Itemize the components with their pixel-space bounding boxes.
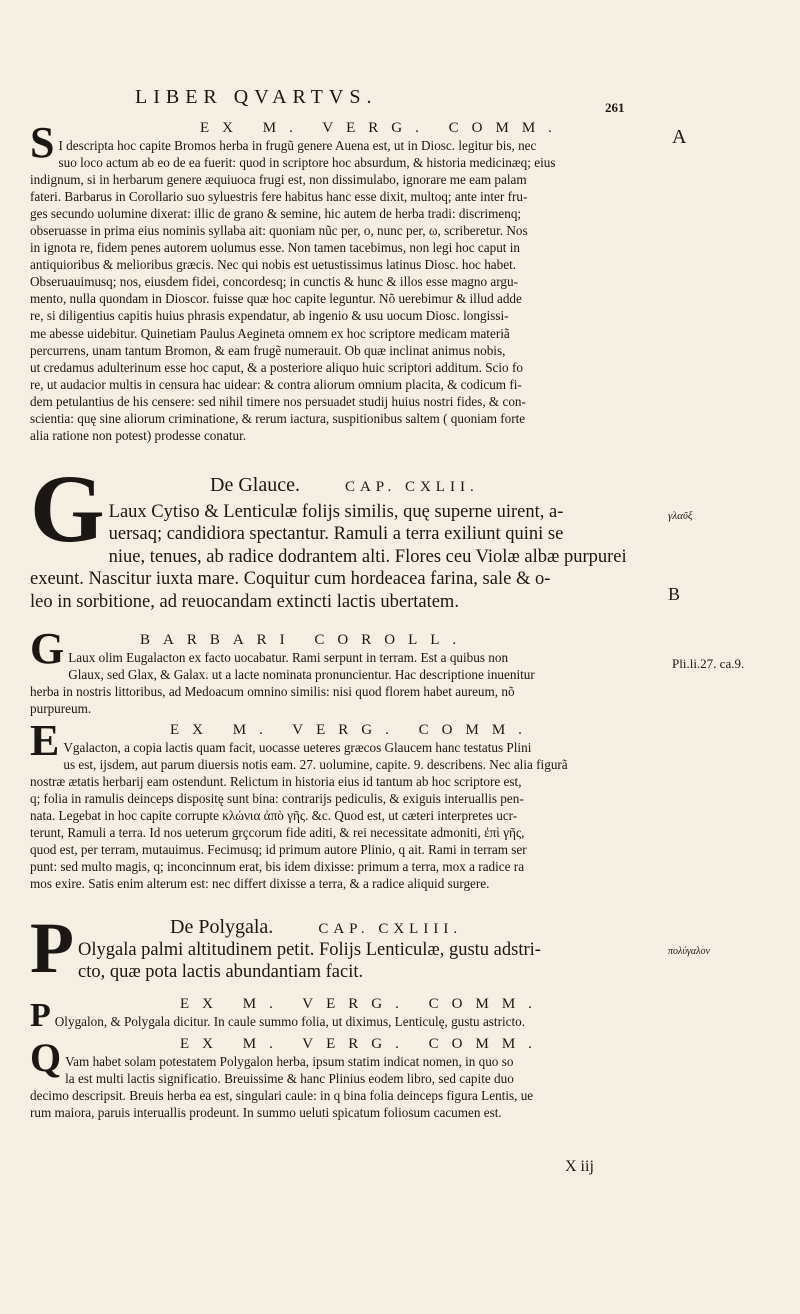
margin-letter: B [668, 584, 681, 604]
text-line: Olygalon, & Polygala dicitur. In caule summo folia, ut diximus, Lenticulę, gustu astricto. [54, 1014, 526, 1029]
running-header: LIBER QVARTVS. [135, 86, 378, 108]
text-line: leo in sorbitione, ad reuocandam extincti lactis ubertatem. [30, 591, 459, 612]
section-text [30, 1053, 658, 1121]
text-line: fateri. Barbarus in Corollario suo syluestris fere habitus hanc esse dixit, multoq; ante inter fru- [30, 189, 528, 205]
commentary-section [30, 716, 658, 892]
drop-initial: S [30, 118, 55, 167]
chapter-section [30, 455, 658, 613]
commentary-section [30, 996, 658, 1034]
drop-initial: P [30, 997, 51, 1034]
text-line: Laux Cytiso & Lenticulæ folijs similis, quę superne uirent, a- [108, 502, 564, 522]
text-line: Vam habet solam potestatem Polygalon herba, ipsum statim indicat nomen, in quo so [65, 1054, 514, 1069]
chapter-title: De Polygala. [170, 916, 274, 938]
text-line: cto, quæ pota lactis abundantiam facit. [77, 962, 364, 983]
text-line: punt: sed multo magis, q; inconcinnum erat, bis idem dixisse: primum a terra, mox a radice ra [30, 859, 525, 875]
chapter-title-row [210, 474, 658, 497]
text-line: decimo descripsit. Breuis herba ea est, singulari caule: in q bina folia deinceps figura Lentis, ue [30, 1088, 534, 1104]
section-text [30, 1013, 658, 1030]
text-line: nata. Legebat in hoc capite corrupte κλώνια ἀπὸ γῆς. &c. Quod est, ut cæteri interpretes ucr- [30, 808, 518, 824]
text-line: re, ut audacior multis in censura hac uidear: & contra aliorum omnium placita, & codicum fi- [30, 376, 522, 392]
text-line: suo loco actum ab eo de ea fuerit: quod in scriptore hoc absurdum, & historia medicinæq; eius [58, 155, 556, 171]
text-line: Laux olim Eugalacton ex facto uocabatur. Rami serpunt in terram. Est a quibus non [68, 650, 509, 665]
chapter-section [30, 908, 658, 988]
folio-number: 261 [605, 100, 625, 115]
commentary-section [30, 624, 658, 717]
text-line: Olygala palmi altitudinem petit. Folijs Lenticulæ, gustu adstri- [77, 940, 541, 960]
text-line: Vgalacton, a copia lactis quam facit, uocasse ueteres græcos Glaucem hanc testatus Plini [63, 740, 532, 755]
section-heading: EX M. VERG. COMM. [200, 120, 565, 136]
margin-letter: A [672, 126, 687, 148]
margin-reference: Pli.li.27. ca.9. [672, 656, 745, 671]
text-line: me abesse uidebitur. Quinetiam Paulus Aegineta omnem ex hoc scriptore medicam materiã [30, 325, 510, 341]
drop-initial: P [30, 908, 74, 988]
chapter-text [30, 939, 658, 984]
text-line: I descripta hoc capite Bromos herba in frugũ genere Auena est, ut in Diosc. legitur bis, nec [58, 138, 537, 153]
text-line: mento, nulla quondam in Dioscor. fuisse quæ hoc capite leguntur. Nõ uerebimur & illud adde [30, 291, 522, 307]
drop-initial: G [30, 455, 105, 562]
text-line: ut credamus adulterinum esse hoc caput, & a posteriore aliquo huic scriptori additum. Scio fo [30, 359, 523, 375]
section-heading: EX M. VERG. COMM. [180, 1036, 545, 1052]
text-line: dem petulantius de his censere: sed nihil timere nos persuadet studij huius nostri fides, & con- [30, 393, 526, 409]
text-line: niue, tenues, ab radice dodrantem alti. Flores ceu Violæ albæ purpurei [108, 546, 627, 567]
text-line: herba in nostris littoribus, ad Medoacum omnino similis: nisi quod florem habet aureum, nõ [30, 684, 515, 700]
text-line: us est, ijsdem, aut parum diuersis notis eam. 27. uolumine, capite. 9. describens. Nec alia figurã [63, 757, 568, 773]
section-text [30, 649, 658, 717]
drop-initial: G [30, 624, 65, 673]
text-line: exeunt. Nascitur iuxta mare. Coquitur cum hordeacea farina, sale & o- [30, 569, 551, 590]
section-heading: BARBARI COROLL. [140, 632, 470, 648]
text-line: rum maiora, paruis interuallis prodeunt. In summo ueluti spicatum foliosum cacumen est. [30, 1105, 502, 1121]
text-line: obseruasse in prima eius nominis syllaba ait: quoniam nũc per, o, nunc per, ω, scriberetur. Nos [30, 223, 528, 239]
section-text [30, 137, 658, 444]
commentary-section [30, 120, 658, 444]
text-line: Obseruauimusq; nos, eiusdem fidei, concordesq; in cunctis & hunc & illos esse magno argu- [30, 274, 518, 290]
text-line: uersaq; candidiora spectantur. Ramuli a terra exiliunt quini se [108, 524, 564, 545]
text-line: re, si diligentius capitis huius phrasis expendatur, ab ingenio & usu uocum Diosc. longissi- [30, 308, 509, 324]
text-line: q; folia in ramulis deinceps dispositę sunt bina: contrarijs pediculis, & exiguis interuallis pen- [30, 791, 524, 807]
text-line: Glaux, sed Glax, & Galax. ut a lacte nominata pronuncientur. Hac descriptione inuenitur [68, 667, 535, 683]
text-line: terunt, Ramuli a terra. Id nos ueterum grçcorum fide aditi, & rei necessitate admoniti, ἐπὶ γῆς, [30, 825, 525, 841]
text-line: quod est, per terram, mutauimus. Fecimusq; id primum autore Plinio, q ait. Rami in terram ser [30, 842, 527, 858]
commentary-section [30, 1036, 658, 1121]
text-line: purpureum. [30, 701, 92, 717]
section-heading: EX M. VERG. COMM. [170, 722, 535, 738]
chapter-number: CAP. CXLIII. [318, 921, 463, 937]
drop-initial: E [30, 716, 60, 765]
margin-greek: γλαῦξ [668, 510, 693, 522]
text-line: mos exire. Satis enim alterum est: nec differt dixisse a terra, & a radice aliquid surgere. [30, 876, 490, 892]
margin-greek: πολύγαλον [668, 946, 710, 957]
chapter-title-row [170, 916, 658, 939]
text-line: percurrens, unam tantum Bromon, & eam frugẽ numerauit. Ob quæ inclinat animus nobis, [30, 342, 506, 358]
section-heading: EX M. VERG. COMM. [180, 996, 545, 1012]
text-line: indignum, si in herbarum genere æquiuoca frugi est, non dissimulabo, ignorare me eam palam [30, 172, 527, 188]
signature-mark: X iij [565, 1158, 594, 1175]
text-line: nostræ ætatis herbarij eam ostendunt. Relictum in historia eius id tantum ab hoc scriptore est, [30, 774, 522, 790]
chapter-number: CAP. CXLII. [344, 479, 479, 495]
drop-initial: Q [30, 1035, 62, 1080]
section-text [30, 739, 658, 892]
text-line: antiquioribus & melioribus græcis. Nec qui nobis est uetustissimus latinus Diosc. hoc habet. [30, 257, 517, 273]
chapter-text [30, 501, 658, 613]
text-line: scientia: quę sine aliorum criminatione, & rerum iactura, suspitionibus saltem ( quoniam forte [30, 410, 526, 426]
text-line: la est multi lactis significatio. Breuissime & hanc Plinius eodem libro, sed capite duo [65, 1071, 514, 1087]
text-line: ges secundo uolumine dixerat: illic de grano & semine, hic autem de herba tradi: discrimenq; [30, 206, 522, 222]
text-line: alia ratione non potest) prodesse conatur. [30, 427, 247, 443]
text-line: in ignota re, fidem penes autorem uolumus esse. Non tamen tacebimus, non legi hoc caput in [30, 240, 521, 256]
chapter-title: De Glauce. [210, 474, 300, 496]
